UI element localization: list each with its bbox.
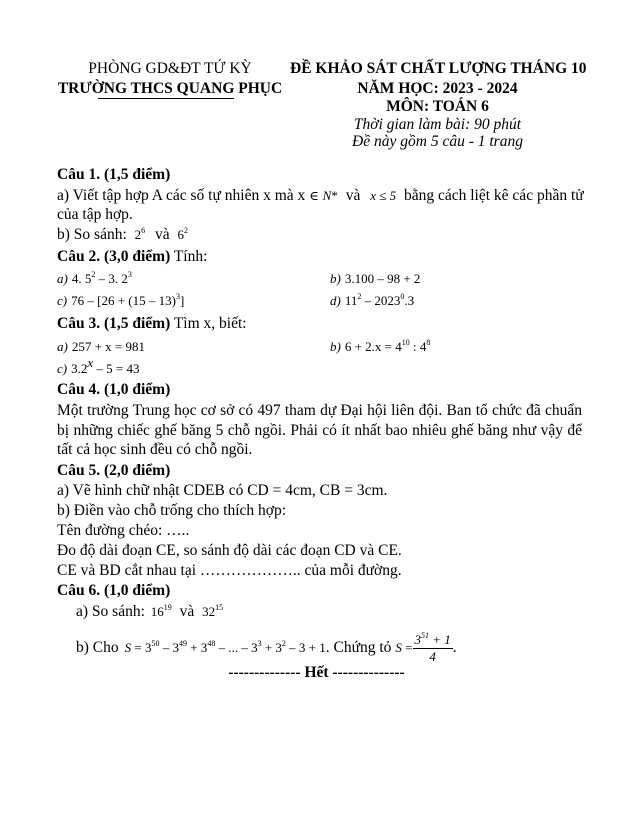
- q3-part-c: c) 3.2$^x$ – 5 = 43: [57, 355, 140, 376]
- q5-intersect-line: CE và BD cắt nhau tại ……………….. của mỗi đường.: [57, 562, 402, 579]
- q2-title: Câu 2. (3,0 điểm) Tính:: [57, 248, 208, 265]
- q1-title: Câu 1. (1,5 điểm): [57, 166, 171, 183]
- department-name: PHÒNG GD&ĐT TỨ KỲ: [88, 60, 252, 77]
- q6-part-a: a) So sánh: $16^{19}$ và $32^{15}$: [76, 603, 224, 620]
- end-marker: -------------- Hết --------------: [228, 664, 405, 681]
- q5-part-a: a) Vẽ hình chữ nhật CDEB có CD = 4cm, CB = 3cm.: [57, 482, 388, 499]
- subject: MÔN: TOÁN 6: [386, 98, 489, 115]
- q5-part-b: b) Điền vào chỗ trống cho thích hợp:: [57, 502, 287, 519]
- q2-part-b: b) 3.100 – 98 + 2: [330, 271, 421, 286]
- q2-part-c: c) 76 – [26 + (15 – 13)$^3$]: [57, 292, 185, 308]
- q1-part-a-cont: của tập hợp.: [57, 206, 133, 223]
- q6-part-b: b) Cho $S = 3^{50} - 3^{49} + 3^{48}$ – ... – $3^3 + 3^2 - 3 + 1$ . Chứng tỏ S = $\frac{3^{51} + 1}{4}$ .: [76, 630, 457, 664]
- q1-part-b: b) So sánh: $2^6$ và $6^2$: [57, 226, 189, 243]
- exam-title: ĐỀ KHẢO SÁT CHẤT LƯỢNG THÁNG 10: [290, 60, 587, 77]
- q3-part-b: b) $6 + 2.x = 4^{10}$ : $4^8$: [330, 338, 431, 354]
- school-year: NĂM HỌC: 2023 - 2024: [357, 80, 518, 97]
- q4-title: Câu 4. (1,0 điểm): [57, 381, 171, 398]
- q5-diagonal-line: Tên đường chéo: …..: [57, 522, 190, 539]
- q5-title: Câu 5. (2,0 điểm): [57, 462, 171, 479]
- q2-part-d: d) $11^2 - 2023^0.3$: [330, 292, 415, 308]
- q3-title: Câu 3. (1,5 điểm) Tìm x, biết:: [57, 315, 247, 332]
- q6-title: Câu 6. (1,0 điểm): [57, 582, 171, 599]
- exam-time: Thời gian làm bài: 90 phút: [353, 116, 522, 133]
- page-count: Đề này gồm 5 câu - 1 trang: [352, 133, 523, 150]
- school-underline: [98, 98, 234, 99]
- q6-fraction: $\frac{3^{51} + 1}{4}$: [414, 630, 451, 664]
- q1-part-a: a) Viết tập hợp A các số tự nhiên x mà x ∈ N* và x ≤ 5 bằng cách liệt kê các phần tử: [57, 187, 584, 204]
- school-name: TRƯỜNG THCS QUANG PHỤC: [57, 80, 283, 97]
- q2-part-a: a) 4. $5^2 - 3$. $2^3$: [57, 270, 132, 286]
- q3-part-a: a) 257 + x = 981: [57, 339, 146, 354]
- q5-measure-line: Đo độ dài đoạn CE, so sánh độ dài các đoạn CD và CE.: [57, 542, 402, 559]
- q4-body: Một trường Trung học cơ sở có 497 tham dự Đại hội liên đội. Ban tổ chức đã chuẩn bị những chiếc ghế băng 5 chỗ ngồi. Phải có ít nhất bao nhiêu ghế băng như vậy để tất cả học sinh đều có chỗ ngồi.: [57, 402, 582, 458]
